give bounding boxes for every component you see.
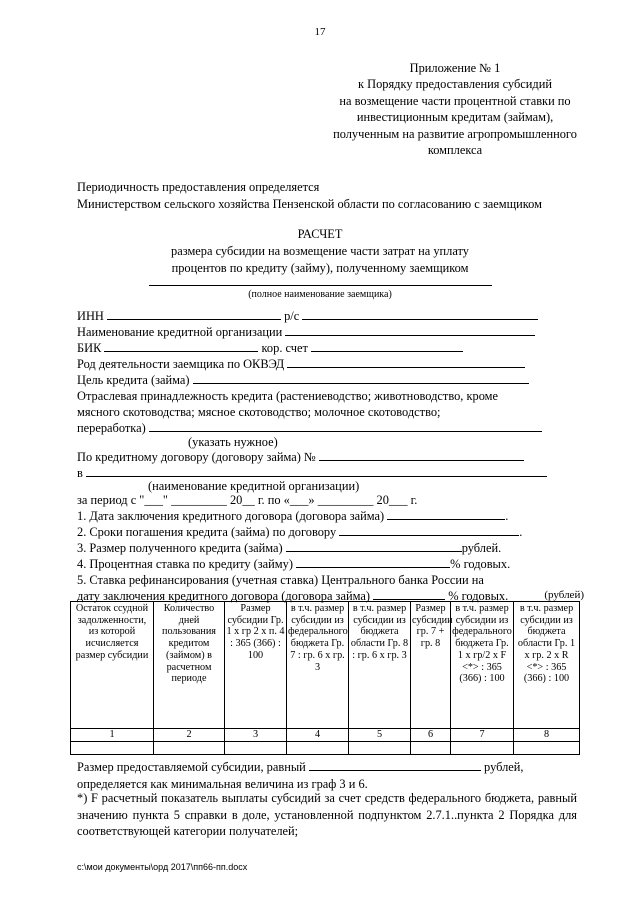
col-number: 4 [287, 729, 349, 742]
item-2-row [77, 524, 522, 540]
item-3-label: 3. Размер полученного кредита (займа) [77, 541, 283, 555]
okved-label: Род деятельности заемщика по ОКВЭД [77, 357, 285, 371]
annex-line: комплекса [427, 143, 483, 158]
page-number: 17 [314, 26, 326, 38]
col-header-5: в т.ч. размер субсидии из бюджета области Гр. 8 : гр. 6 х гр. 3 [349, 602, 411, 729]
sector-line-2: мясного скотоводства; мясное скотоводство; молочное скотоводство; [77, 405, 441, 419]
table-cell[interactable] [349, 742, 411, 755]
col-number: 2 [154, 729, 225, 742]
contract-row [77, 449, 524, 465]
item-5-label: дату заключения кредитного договора (договора займа) [77, 589, 370, 603]
item-1-end: . [505, 509, 509, 523]
contract-label: По кредитному договору (договору займа) № [77, 450, 316, 464]
bik-row [77, 340, 463, 356]
col-number: 1 [71, 729, 154, 742]
annex-line: к Порядку предоставления субсидий [358, 77, 552, 92]
table-cell[interactable] [71, 742, 154, 755]
bank-caption: (наименование кредитной организации) [148, 479, 360, 493]
col-header-1: Остаток ссудной задолженности, из которой исчисляется размер субсидии [71, 602, 154, 729]
item-4-label: 4. Процентная ставка по кредиту (займу) [77, 557, 293, 571]
subsidy-amount-label: Размер предоставляемой субсидии, равный [77, 760, 306, 774]
rubles-note: (рублей) [544, 589, 584, 601]
purpose-field[interactable] [193, 372, 529, 384]
okved-row [77, 356, 525, 372]
col-header-4: в т.ч. размер субсидии из федерального бюджета Гр. 7 : гр. 6 х гр. 3 [287, 602, 349, 729]
calculation-table [70, 601, 580, 755]
table-number-row [71, 729, 580, 742]
document-title [120, 226, 520, 303]
item-4-row [77, 556, 510, 572]
sector-line-1: Отраслевая принадлежность кредита (растениеводство; животноводство, кроме [77, 389, 499, 403]
table-row [71, 742, 580, 755]
kor-label: кор. счет [261, 341, 308, 355]
col-number: 7 [451, 729, 514, 742]
item-4-percent-field[interactable] [420, 556, 450, 568]
in-label: в [77, 466, 83, 480]
bik-label: БИК [77, 341, 102, 355]
okved-field[interactable] [287, 356, 525, 368]
item-5-field[interactable] [373, 588, 445, 600]
periodicity-line: Министерством сельского хозяйства Пензенской области по согласованию с заемщиком [77, 197, 542, 211]
sector-line-3: переработка) [77, 421, 146, 435]
col-header-6: Размер субсидии гр. 7 + гр. 8 [411, 602, 451, 729]
item-1-label: 1. Дата заключения кредитного договора (договора займа) [77, 509, 385, 523]
table-cell[interactable] [154, 742, 225, 755]
period-row: за период с "___" _________ 20__ г. по «___» _________ 20___ г. [77, 493, 418, 507]
table-cell[interactable] [451, 742, 514, 755]
subsidy-amount-field[interactable] [309, 759, 481, 771]
col-number: 5 [349, 729, 411, 742]
col-number: 8 [514, 729, 580, 742]
item-3-field[interactable] [286, 540, 462, 552]
item-3-end: рублей. [461, 541, 502, 555]
item-4-rate-field[interactable] [296, 556, 420, 568]
purpose-row [77, 372, 529, 388]
annex-line: инвестиционным кредитам (займам), [356, 110, 554, 125]
item-2-end: . [519, 525, 523, 539]
col-number: 3 [225, 729, 287, 742]
periodicity-line: Периодичность предоставления определяется [77, 180, 320, 194]
item-1-row [77, 508, 508, 524]
annex-line: на возмещение части процентной ставки по [339, 93, 571, 108]
bank-in-field[interactable] [86, 465, 547, 477]
sector-field[interactable] [149, 420, 542, 432]
item-2-field[interactable] [339, 524, 519, 536]
purpose-label: Цель кредита (займа) [77, 373, 190, 387]
rs-field[interactable] [302, 308, 538, 320]
col-header-8: в т.ч. размер субсидии из бюджета области Гр. 1 х гр. 2 х R <*> : 365 (366) : 100 [514, 602, 580, 729]
item-1-field[interactable] [387, 508, 505, 520]
table-cell[interactable] [411, 742, 451, 755]
col-header-2: Количество дней пользования кредитом (займом) в расчетном периоде [154, 602, 225, 729]
footnote-f: *) F расчетный показатель выплаты субсидий за счет средств федерального бюджета, равный значению пункта 5 справки в доле, установленной подпунктом 2.7.1..пункта 2 Порядка для соответствующей категории получателей; [77, 791, 577, 838]
title-line: размера субсидии на возмещение части затрат на уплату [171, 244, 469, 258]
item-5-line-1: 5. Ставка рефинансирования (учетная ставка) Центрального банка России на [77, 573, 484, 587]
table-cell[interactable] [514, 742, 580, 755]
subsidy-amount-row [77, 759, 524, 776]
choose-caption: (указать нужное) [188, 435, 278, 449]
borrower-caption: (полное наименование заемщика) [248, 289, 392, 300]
bank-row [77, 324, 535, 340]
col-header-3: Размер субсидии Гр. 1 х гр 2 х п. 4 : 365 (366) : 100 [225, 602, 287, 729]
periodicity-note [77, 179, 542, 213]
annex-line: полученным на развитие агропромышленного [333, 126, 577, 141]
annex-line: Приложение № 1 [409, 61, 501, 75]
file-path: c:\мои документы\орд 2017\пп66-пп.docx [77, 862, 248, 872]
title-heading: РАСЧЕТ [297, 227, 343, 241]
subsidy-min-note: определяется как минимальная величина из граф 3 и 6. [77, 776, 368, 791]
rs-label: р/с [284, 309, 300, 323]
kor-field[interactable] [311, 340, 463, 352]
inn-row [77, 308, 538, 324]
item-5-end: % годовых. [448, 589, 509, 603]
title-line: процентов по кредиту (займу), полученному заемщиком [171, 261, 469, 275]
inn-label: ИНН [77, 309, 104, 323]
annex-block [330, 60, 580, 158]
item-3-row [77, 540, 501, 556]
footer-block [77, 759, 524, 792]
sector-row [77, 420, 542, 436]
col-number: 6 [411, 729, 451, 742]
inn-field[interactable] [107, 308, 281, 320]
subsidy-amount-end: рублей, [484, 760, 524, 774]
item-4-end: % годовых. [450, 557, 511, 571]
item-2-label: 2. Сроки погашения кредита (займа) по договору [77, 525, 337, 539]
table-cell[interactable] [287, 742, 349, 755]
table-header-row [71, 602, 580, 729]
table-cell[interactable] [225, 742, 287, 755]
col-header-7: в т.ч. размер субсидии из федерального бюджета Гр. 1 х гр/2 х F <*> : 365 (366) : 100 [451, 602, 514, 729]
bik-field[interactable] [104, 340, 258, 352]
bank-name-field[interactable] [285, 324, 535, 336]
bank-name-label: Наименование кредитной организации [77, 325, 283, 339]
contract-field[interactable] [319, 449, 524, 461]
